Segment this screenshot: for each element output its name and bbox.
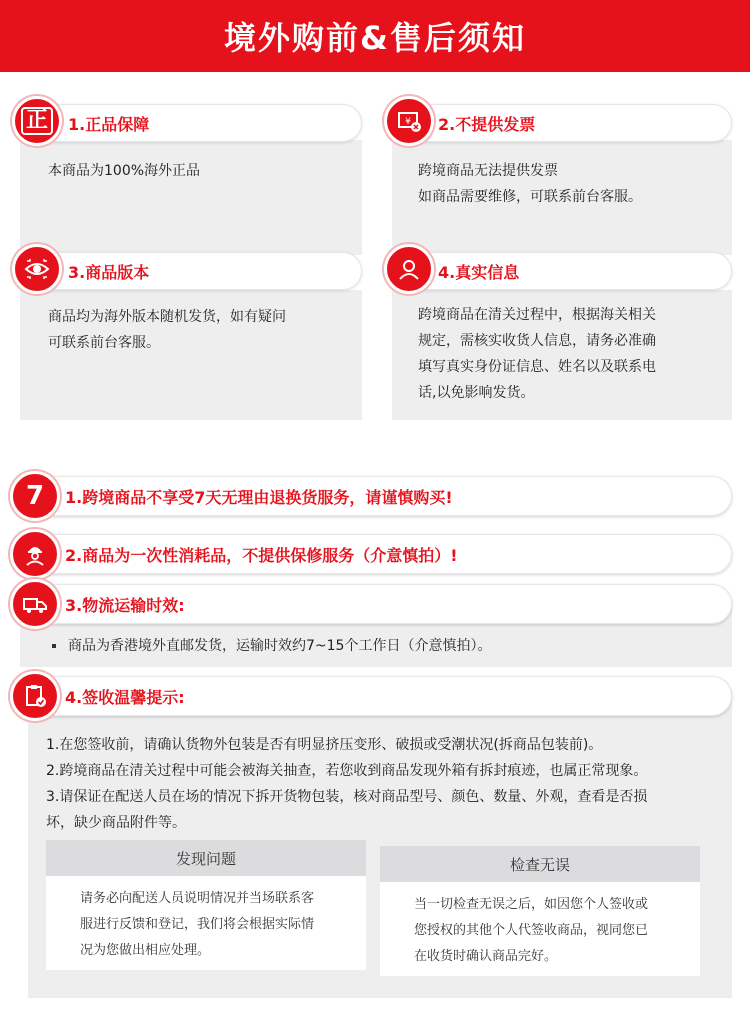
card-invoice-body [392, 140, 732, 255]
card-info-title [412, 252, 732, 290]
page-title: 境外购前&售后须知 [224, 19, 526, 57]
card-title-text: 4.真实信息 [438, 262, 520, 282]
person-icon [384, 244, 434, 294]
worker-icon [10, 529, 60, 579]
card-line: 商品均为海外版本随机发货，如有疑问 [48, 309, 286, 325]
invoice-icon [384, 96, 434, 146]
sub-card-line: 在收货时确认商品完好。 [414, 949, 558, 964]
eye-icon [12, 244, 62, 294]
sub-card-problem [46, 840, 366, 970]
notice-text: 4.签收温馨提示: [65, 687, 185, 707]
card-line: 如商品需要维修，可联系前台客服。 [418, 189, 642, 205]
clipboard-check-icon [10, 671, 60, 721]
sub-card-ok [380, 846, 700, 976]
no-7day-return-icon [10, 471, 60, 521]
card-line: 话,以免影响发货。 [418, 385, 535, 401]
svg-text:¥: ¥ [405, 117, 411, 127]
card-line: 填写真实身份证信息、姓名以及联系电 [418, 359, 656, 375]
sub-card-line: 当一切检查无误之后，如因您个人签收或 [414, 897, 649, 912]
card-invoice-title [412, 104, 732, 142]
sub-card-line: 请务必向配送人员说明情况并当场联系客 [80, 891, 315, 906]
card-title-text: 1.正品保障 [68, 114, 150, 134]
sub-card-title: 检查无误 [380, 846, 700, 882]
notice-no-return [20, 476, 732, 516]
card-line: 规定，需核实收货人信息，请务必准确 [418, 333, 656, 349]
logistics-text: 商品为香港境外直邮发货，运输时效约7~15个工作日（介意慎拍）。 [68, 638, 492, 654]
card-version-title [40, 252, 362, 290]
sub-card-line: 您授权的其他个人代签收商品，视同您已 [414, 923, 649, 938]
sub-card-line: 服进行反馈和登记，我们将会根据实际情 [80, 917, 315, 932]
notice-text: 3.物流运输时效: [65, 595, 185, 615]
card-genuine-title [40, 104, 362, 142]
card-line: 可联系前台客服。 [48, 335, 160, 351]
sign-tip-line: 2.跨境商品在清关过程中可能会被海关抽查，若您收到商品发现外箱有拆封痕迹，也属正常现象。 [46, 763, 648, 779]
card-line: 本商品为100%海外正品 [48, 163, 201, 179]
notice-sign-tips [20, 676, 732, 716]
sign-tip-line: 3.请保证在配送人员在场的情况下拆开货物包装，核对商品型号、颜色、数量、外观，查看是否损 [46, 789, 648, 805]
card-info-body [392, 290, 732, 420]
bullet-dot [52, 644, 56, 648]
card-version-body [20, 290, 362, 420]
card-genuine-body [20, 140, 362, 255]
genuine-icon: 正 [12, 96, 62, 146]
sub-card-title: 发现问题 [46, 840, 366, 876]
icon-number: 7 [25, 481, 45, 511]
truck-icon [10, 579, 60, 629]
notice-no-warranty [20, 534, 732, 574]
page-header [0, 0, 750, 72]
notice-logistics [20, 584, 732, 624]
notice-text: 2.商品为一次性消耗品，不提供保修服务（介意慎拍）! [65, 545, 458, 565]
sign-tip-line: 坏，缺少商品附件等。 [46, 815, 186, 831]
sign-tip-line: 1.在您签收前，请确认货物外包装是否有明显挤压变形、破损或受潮状况(拆商品包装前)。 [46, 737, 603, 753]
card-line: 跨境商品在清关过程中，根据海关相关 [418, 307, 656, 323]
notice-text: 1.跨境商品不享受7天无理由退换货服务，请谨慎购买! [65, 487, 453, 507]
card-line: 跨境商品无法提供发票 [418, 163, 558, 179]
card-title-text: 2.不提供发票 [438, 114, 536, 134]
card-title-text: 3.商品版本 [68, 262, 150, 282]
sub-card-line: 况为您做出相应处理。 [80, 943, 211, 958]
